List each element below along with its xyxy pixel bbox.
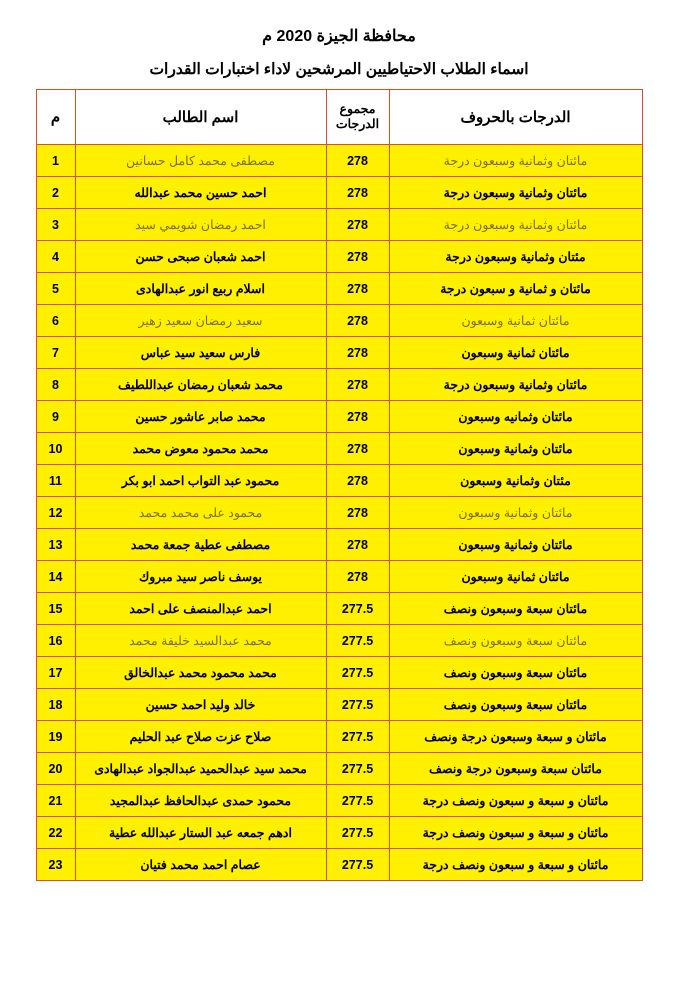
cell-row-number: 9 [36, 401, 75, 433]
cell-row-number: 6 [36, 305, 75, 337]
cell-total: 278 [326, 145, 389, 177]
cell-letters: مائتان و ثمانية و سبعون درجة [389, 273, 642, 305]
cell-student-name: مصطفى عطية جمعة محمد [75, 529, 326, 561]
table-row [36, 593, 642, 625]
column-header-no: م [36, 90, 75, 145]
cell-total: 277.5 [326, 753, 389, 785]
cell-row-number: 11 [36, 465, 75, 497]
cell-letters: مائتان ثمانية وسبعون [389, 337, 642, 369]
table-row [36, 369, 642, 401]
results-table [36, 89, 643, 881]
cell-total: 278 [326, 465, 389, 497]
table-row [36, 401, 642, 433]
cell-total: 277.5 [326, 657, 389, 689]
cell-letters: مائتان ثمانية وسبعون [389, 305, 642, 337]
table-row [36, 561, 642, 593]
cell-row-number: 4 [36, 241, 75, 273]
table-header [36, 90, 642, 145]
column-header-total-line1: مجموع [339, 102, 376, 116]
table-row [36, 497, 642, 529]
cell-letters: مائتان وثمانية وسبعون درجة [389, 145, 642, 177]
cell-letters: مائتان وثمانية وسبعون درجة [389, 369, 642, 401]
cell-total: 277.5 [326, 817, 389, 849]
table-row [36, 273, 642, 305]
cell-student-name: فارس سعيد سيد عباس [75, 337, 326, 369]
cell-letters: مائتان وثمانية وسبعون درجة [389, 177, 642, 209]
cell-letters: مئتان وثمانية وسبعون [389, 465, 642, 497]
cell-letters: مائتان ثمانية وسبعون [389, 561, 642, 593]
document-page [0, 26, 678, 986]
cell-student-name: اسلام ربيع انور عبدالهادى [75, 273, 326, 305]
cell-student-name: احمد حسين محمد عبدالله [75, 177, 326, 209]
column-header-total-line2: الدرجات [335, 117, 380, 131]
table-row [36, 241, 642, 273]
cell-total: 277.5 [326, 721, 389, 753]
table-row [36, 465, 642, 497]
cell-row-number: 22 [36, 817, 75, 849]
cell-total: 278 [326, 273, 389, 305]
cell-row-number: 18 [36, 689, 75, 721]
cell-letters: مائتان سبعة وسبعون ونصف [389, 689, 642, 721]
cell-letters: مائتان و سبعة و سبعون ونصف درجة [389, 849, 642, 881]
cell-student-name: محمد محمود محمد عبدالخالق [75, 657, 326, 689]
cell-letters: مائتان وثمانية وسبعون [389, 497, 642, 529]
cell-letters: مائتان و سبعة وسبعون درجة ونصف [389, 721, 642, 753]
table-row [36, 529, 642, 561]
page-title: محافظة الجيزة 2020 م [262, 28, 416, 45]
cell-letters: مائتان و سبعة و سبعون ونصف درجة [389, 785, 642, 817]
cell-total: 278 [326, 433, 389, 465]
column-header-total [326, 90, 389, 145]
cell-student-name: محمود عبد التواب احمد ابو بكر [75, 465, 326, 497]
column-header-letters: الدرجات بالحروف [389, 90, 642, 145]
cell-total: 278 [326, 529, 389, 561]
cell-letters: مائتان وثمانية وسبعون [389, 529, 642, 561]
cell-student-name: عصام احمد محمد فتيان [75, 849, 326, 881]
cell-row-number: 5 [36, 273, 75, 305]
cell-student-name: احمد رمضان شويمي سيد [75, 209, 326, 241]
table-row [36, 337, 642, 369]
cell-row-number: 13 [36, 529, 75, 561]
cell-row-number: 14 [36, 561, 75, 593]
cell-total: 278 [326, 369, 389, 401]
table-row [36, 753, 642, 785]
cell-student-name: يوسف ناصر سيد مبروك [75, 561, 326, 593]
cell-row-number: 19 [36, 721, 75, 753]
cell-letters: مائتان و سبعة و سبعون ونصف درجة [389, 817, 642, 849]
cell-student-name: محمد سيد عبدالحميد عبدالجواد عبدالهادى [75, 753, 326, 785]
cell-total: 278 [326, 497, 389, 529]
cell-total: 278 [326, 177, 389, 209]
table-row [36, 433, 642, 465]
cell-student-name: ادهم جمعه عبد الستار عبدالله عطية [75, 817, 326, 849]
cell-student-name: احمد شعبان صبحى حسن [75, 241, 326, 273]
table-row [36, 209, 642, 241]
cell-row-number: 8 [36, 369, 75, 401]
cell-row-number: 1 [36, 145, 75, 177]
cell-student-name: محمد محمود معوض محمد [75, 433, 326, 465]
cell-student-name: احمد عبدالمنصف على احمد [75, 593, 326, 625]
cell-row-number: 7 [36, 337, 75, 369]
cell-letters: مئتان وثمانية وسبعون درجة [389, 241, 642, 273]
cell-total: 278 [326, 241, 389, 273]
cell-total: 278 [326, 561, 389, 593]
cell-total: 277.5 [326, 785, 389, 817]
cell-student-name: مصطفى محمد كامل حسانين [75, 145, 326, 177]
cell-student-name: محمد شعبان رمضان عبداللطيف [75, 369, 326, 401]
cell-letters: مائتان سبعة وسبعون ونصف [389, 657, 642, 689]
table-row [36, 625, 642, 657]
cell-total: 277.5 [326, 689, 389, 721]
cell-student-name: محمود حمدى عبدالحافظ عبدالمجيد [75, 785, 326, 817]
cell-row-number: 15 [36, 593, 75, 625]
cell-letters: مائتان وثمانية وسبعون درجة [389, 209, 642, 241]
cell-student-name: محمود على محمد محمد [75, 497, 326, 529]
table-header-row [36, 90, 642, 145]
column-header-name: اسم الطالب [75, 90, 326, 145]
table-row [36, 817, 642, 849]
cell-letters: مائتان وثمانية وسبعون [389, 433, 642, 465]
table-row [36, 657, 642, 689]
cell-total: 278 [326, 305, 389, 337]
cell-student-name: خالد وليد احمد حسين [75, 689, 326, 721]
cell-row-number: 10 [36, 433, 75, 465]
cell-total: 278 [326, 401, 389, 433]
cell-total: 278 [326, 209, 389, 241]
table-row [36, 785, 642, 817]
cell-total: 278 [326, 337, 389, 369]
cell-letters: مائتان سبعة وسبعون درجة ونصف [389, 753, 642, 785]
table-row [36, 177, 642, 209]
cell-row-number: 23 [36, 849, 75, 881]
cell-total: 277.5 [326, 849, 389, 881]
cell-row-number: 3 [36, 209, 75, 241]
cell-row-number: 17 [36, 657, 75, 689]
cell-student-name: سعيد رمضان سعيد زهير [75, 305, 326, 337]
table-body [36, 145, 642, 881]
cell-row-number: 16 [36, 625, 75, 657]
cell-letters: مائتان سبعة وسبعون ونصف [389, 625, 642, 657]
cell-student-name: محمد عبدالسيد خليفة محمد [75, 625, 326, 657]
table-row [36, 305, 642, 337]
page-subtitle: اسماء الطلاب الاحتياطيين المرشحين لاداء اختبارات القدرات [149, 61, 529, 78]
cell-row-number: 20 [36, 753, 75, 785]
table-row [36, 145, 642, 177]
table-row [36, 689, 642, 721]
cell-student-name: صلاح عزت صلاح عبد الحليم [75, 721, 326, 753]
cell-row-number: 12 [36, 497, 75, 529]
cell-total: 277.5 [326, 625, 389, 657]
cell-row-number: 2 [36, 177, 75, 209]
table-row [36, 849, 642, 881]
cell-total: 277.5 [326, 593, 389, 625]
cell-student-name: محمد صابر عاشور حسين [75, 401, 326, 433]
table-row [36, 721, 642, 753]
cell-letters: مائتان وثمانيه وسبعون [389, 401, 642, 433]
cell-row-number: 21 [36, 785, 75, 817]
cell-letters: مائتان سبعة وسبعون ونصف [389, 593, 642, 625]
